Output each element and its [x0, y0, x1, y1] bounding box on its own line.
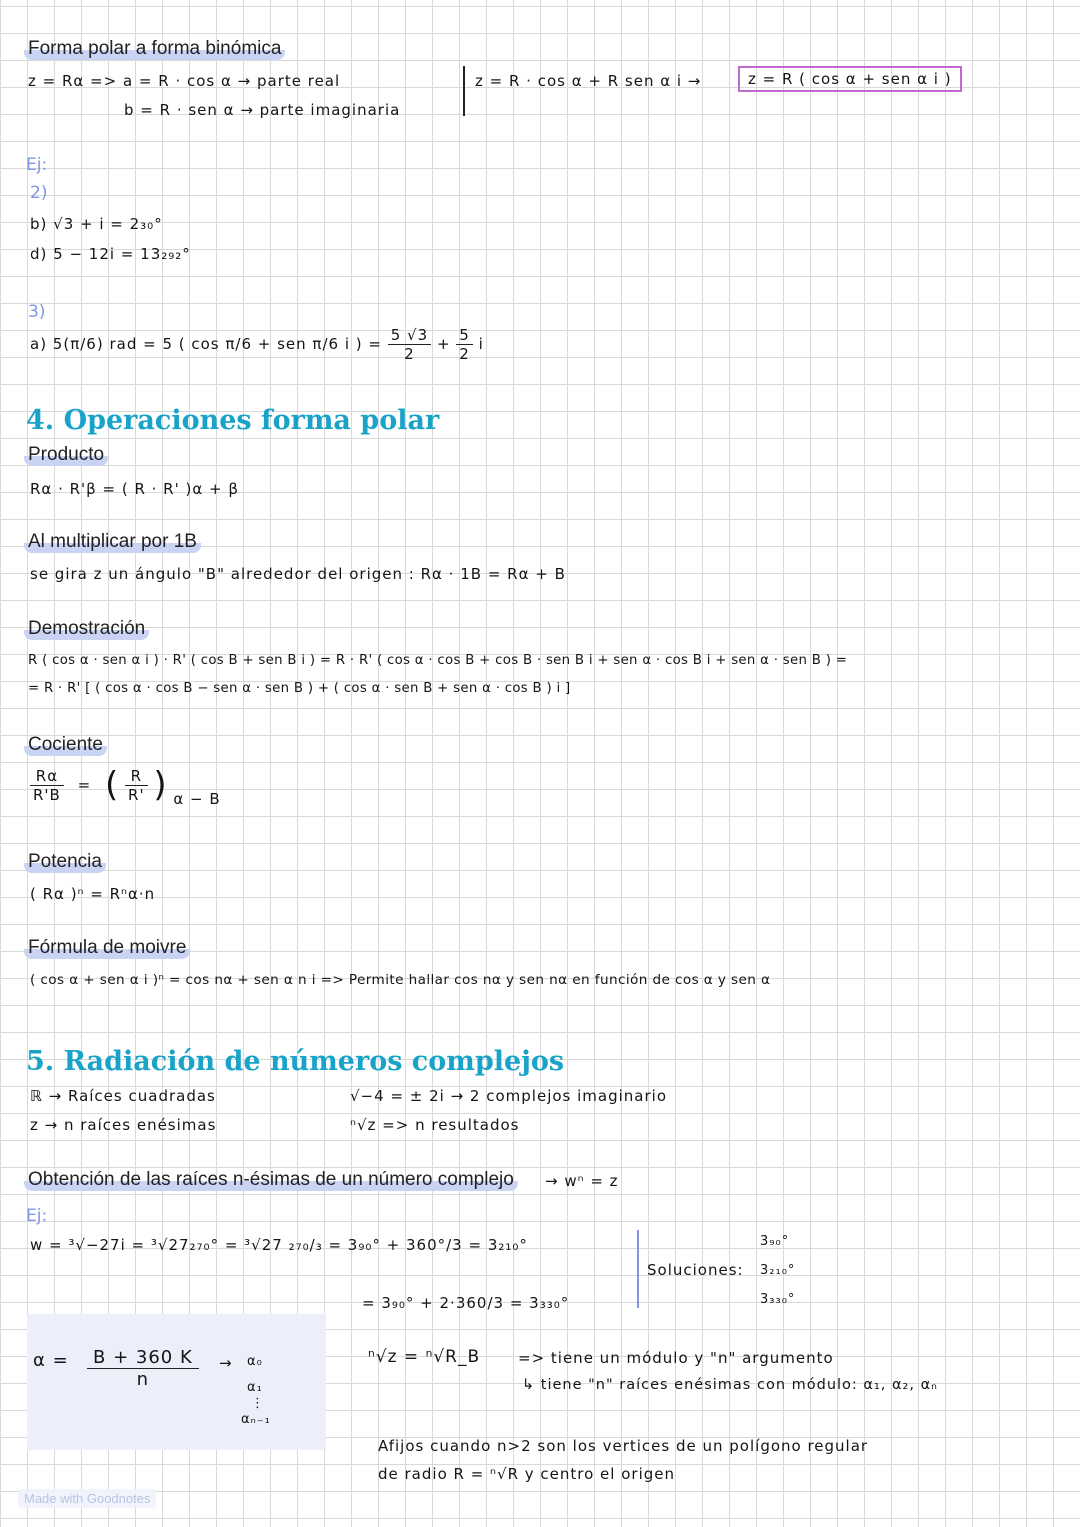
demo-heading: Demostración	[24, 618, 149, 640]
example-3a-fraction-1: $\frac{5 √3}{2}$	[388, 326, 431, 363]
quotient-rhs: $\frac{R}{R'}$	[125, 767, 148, 804]
power-formula: ( Rα )ⁿ = Rⁿα·n	[30, 885, 156, 903]
example-b: b) √3 + i = 2₃₀°	[30, 215, 163, 233]
example-number-3: 3)	[28, 302, 46, 322]
quotient-formula: $\frac{R\alpha}{R'B}$ = ( $\frac{R}{R'}$ ) α − B	[30, 765, 221, 805]
obtain-heading: Obtención de las raíces n-ésimas de un número complejo	[24, 1169, 518, 1191]
moivre-heading: Fórmula de moivre	[24, 937, 190, 959]
solution-1: 3₉₀°	[760, 1234, 790, 1249]
roots-line-1-right: √−4 = ± 2i → 2 complejos imaginario	[350, 1087, 667, 1105]
polar-line-2: b = R · sen α → parte imaginaria	[124, 101, 401, 119]
roots-line-2-left: z → n raíces enésimas	[30, 1116, 217, 1134]
brace-divider	[463, 66, 465, 116]
quotient-lhs: $\frac{R\alpha}{R'B}$	[30, 767, 64, 804]
section-5-title: 5. Radiación de números complejos	[26, 1046, 565, 1077]
alpha-n-minus-1: αₙ₋₁	[241, 1412, 271, 1427]
roots-example-line-1: w = ³√−27i = ³√27₂₇₀° = ³√27 ₂₇₀/₃ = 3₉₀° + 360°/3 = 3₂₁₀°	[30, 1236, 528, 1254]
boxed-formula: z = R ( cos α + sen α i )	[738, 66, 962, 92]
polar-line-1: z = Rα => a = R · cos α → parte real	[28, 72, 341, 90]
right-formula: z = R · cos α + R sen α i →	[475, 72, 702, 90]
demo-line-2: = R · R' [ ( cos α · cos B − sen α · sen B ) + ( cos α · sen B + sen α · cos B ) i ]	[28, 681, 571, 696]
roots-line-1-left: ℝ → Raíces cuadradas	[30, 1087, 216, 1105]
moivre-formula: ( cos α + sen α i )ⁿ = cos nα + sen α n i => Permite hallar cos nα y sen nα en función de cos α y sen α	[30, 972, 771, 988]
example-3a-left: a) 5(π/6) rad = 5 ( cos π/6 + sen π/6 i ) =	[30, 335, 382, 353]
power-heading: Potencia	[24, 851, 106, 873]
solutions-label: Soluciones:	[647, 1261, 744, 1279]
example-label: Ej:	[26, 155, 48, 175]
example-3a-fraction-2: $\frac{5}{2}$	[456, 326, 473, 363]
product-formula: Rα · R'β = ( R · R' )α + β	[30, 480, 239, 498]
alpha-0: α₀	[247, 1354, 263, 1369]
example-d: d) 5 − 12i = 13₂₉₂°	[30, 245, 191, 263]
example-number-2: 2)	[30, 183, 48, 203]
multiply-heading: Al multiplicar por 1B	[24, 531, 201, 553]
demo-line-1: R ( cos α · sen α i ) · R' ( cos B + sen B i ) = R · R' ( cos α · cos B + cos B · sen B i + sen α · cos B i + sen α · sen B ) =	[28, 653, 848, 668]
solutions-divider	[637, 1230, 639, 1308]
root-note-1: => tiene un módulo y "n" argumento	[518, 1349, 834, 1367]
alpha-dots: ⋮	[251, 1396, 265, 1411]
root-note-2: ↳ tiene "n" raíces enésimas con módulo: α₁, α₂, αₙ	[522, 1377, 938, 1393]
example-3a: a) 5(π/6) rad = 5 ( cos π/6 + sen π/6 i ) = $\frac{5 √3}{2}$ + $\frac{5}{2}$ i	[30, 326, 484, 363]
root-formula: ⁿ√z = ⁿ√R_B	[368, 1347, 481, 1367]
roots-example-label: Ej:	[26, 1206, 48, 1226]
alpha-1: α₁	[247, 1380, 263, 1395]
alpha-formula-box	[27, 1314, 326, 1450]
quotient-heading: Cociente	[24, 734, 107, 756]
afijos-line-1: Afijos cuando n>2 son los vertices de un polígono regular	[378, 1437, 869, 1455]
multiply-text: se gira z un ángulo "B" alrededor del origen : Rα · 1B = Rα + B	[30, 565, 566, 583]
solution-2: 3₂₁₀°	[760, 1263, 796, 1278]
afijos-line-2: de radio R = ⁿ√R y centro el origen	[378, 1465, 675, 1483]
obtain-suffix: → wⁿ = z	[545, 1172, 619, 1190]
solution-3: 3₃₃₀°	[760, 1292, 796, 1307]
alpha-arrow: →	[219, 1354, 233, 1372]
section-4-title: 4. Operaciones forma polar	[26, 405, 440, 436]
product-heading: Producto	[24, 444, 108, 466]
roots-line-2-right: ⁿ√z => n resultados	[350, 1116, 520, 1134]
alpha-fraction: $\frac{B + 360 K}{n}$	[87, 1347, 199, 1390]
alpha-lhs: α =	[33, 1350, 69, 1371]
roots-example-line-2: = 3₉₀° + 2·360/3 = 3₃₃₀°	[362, 1294, 570, 1312]
polar-to-binomial-heading: Forma polar a forma binómica	[24, 38, 285, 60]
goodnotes-footer: Made with Goodnotes	[18, 1489, 156, 1508]
